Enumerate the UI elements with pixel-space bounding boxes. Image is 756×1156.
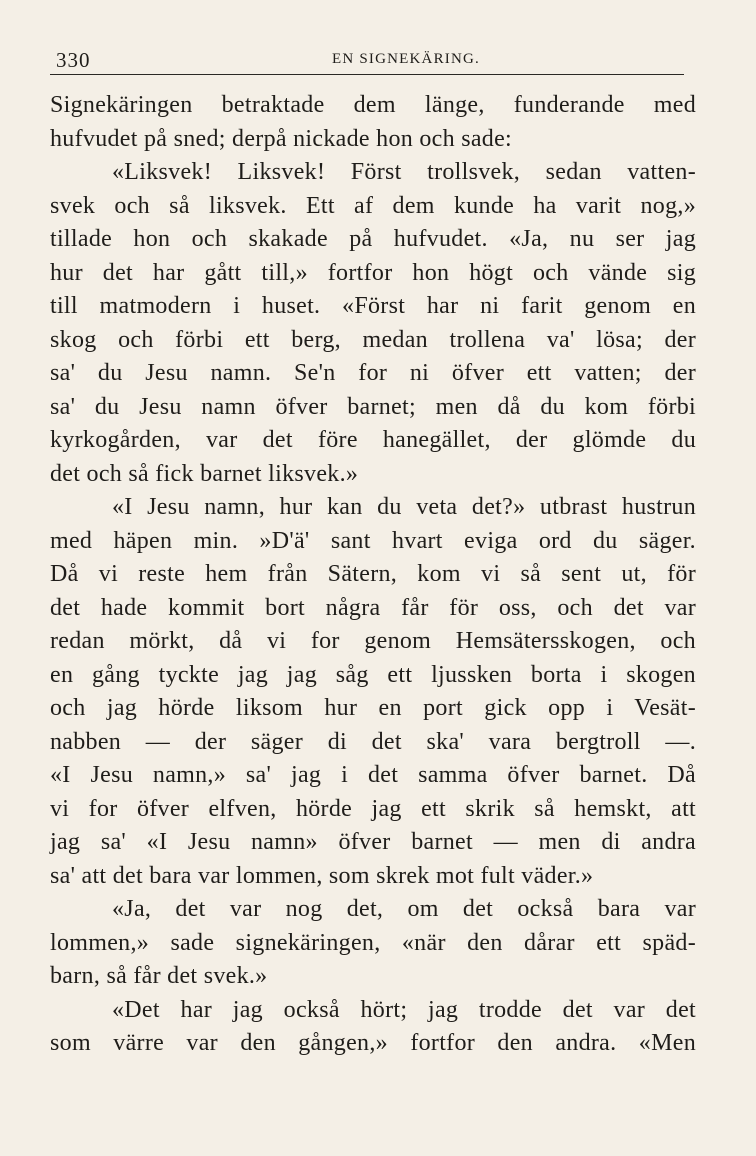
text-line: tillade hon och skakade på hufvudet. «Ja, nu ser jag (50, 226, 696, 252)
text-line: svek och så liksvek. Ett af dem kunde ha varit nog,» (50, 192, 696, 219)
text-line: «Det har jag också hört; jag trodde det var det (112, 996, 696, 1023)
text-line: som värre var den gången,» fortfor den andra. «Men (50, 1030, 696, 1056)
text-line: till matmodern i huset. «Först har ni farit genom en (50, 293, 696, 319)
text-line: «I Jesu namn,» sa' jag i det samma öfver barnet. Då (50, 762, 696, 788)
running-title: EN SIGNEKÄRING. (332, 51, 480, 67)
text-line: en gång tyckte jag jag såg ett ljussken borta i skogen (50, 661, 696, 688)
text-line: hufvudet på sned; derpå nickade hon och sade: (50, 125, 513, 152)
page-header (50, 48, 684, 76)
text-line: och jag hörde liksom hur en port gick opp i Vesät- (50, 695, 696, 721)
text-line: Då vi reste hem från Sätern, kom vi så sent ut, för (50, 561, 696, 587)
page-number: 330 (56, 48, 91, 72)
text-line: med häpen min. »D'ä' sant hvart eviga ord du säger. (50, 527, 696, 554)
text-line: redan mörkt, då vi for genom Hemsätersskogen, och (50, 628, 696, 654)
text-line: «Ja, det var nog det, om det också bara var (112, 896, 696, 922)
text-line: lommen,» sade signekäringen, «när den dårar ett späd- (50, 929, 696, 956)
text-line: «Liksvek! Liksvek! Först trollsvek, sedan vatten- (112, 159, 696, 185)
text-line: sa' du Jesu namn öfver barnet; men då du kom förbi (50, 393, 696, 420)
text-line: vi for öfver elfven, hörde jag ett skrik så hemskt, att (50, 795, 696, 822)
text-line: det och så fick barnet liksvek.» (50, 460, 359, 487)
text-line: hur det har gått till,» fortfor hon högt och vände sig (50, 259, 696, 286)
body-text (50, 89, 696, 1061)
text-line: det hade kommit bort några får för oss, och det var (50, 594, 696, 621)
text-line: jag sa' «I Jesu namn» öfver barnet — men di andra (50, 829, 696, 855)
text-line: kyrkogården, var det före hanegället, der glömde du (50, 427, 696, 453)
text-line: nabben — der säger di det ska' vara bergtroll —. (50, 728, 696, 755)
text-line: barn, så får det svek.» (50, 963, 268, 989)
text-line: «I Jesu namn, hur kan du veta det?» utbrast hustrun (112, 494, 696, 520)
text-line: sa' att det bara var lommen, som skrek mot fult väder.» (50, 862, 594, 889)
text-line: Signekäringen betraktade dem länge, funderande med (50, 92, 696, 118)
text-line: sa' du Jesu namn. Se'n for ni öfver ett vatten; der (50, 360, 696, 386)
text-line: skog och förbi ett berg, medan trollena va' lösa; der (50, 326, 696, 353)
header-rule (50, 74, 684, 75)
